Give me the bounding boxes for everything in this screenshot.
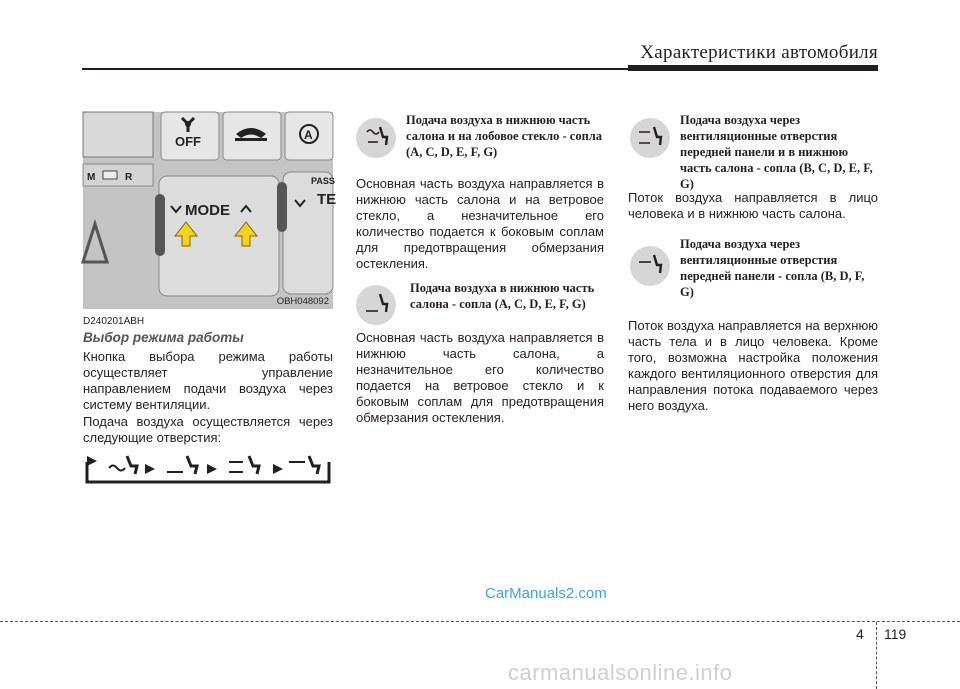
mode-1-text: Основная часть воздуха направляется в нижнюю часть салона и на ветровое стекло, а незначительное его количество подается к боковым соплам для предотвращения обмерзания остекления.: [356, 176, 604, 271]
defrost-floor-icon: [356, 118, 396, 158]
mode-2-title: Подача воздуха в нижнюю часть салона - сопла (A, C, D, E, F, G): [410, 281, 595, 311]
mode-4-text: Поток воздуха направляется на верхнюю часть тела и в лицо человека. Кроме того, возможна настройка положения каждого вентиляционного отверстия для направления потока подаваемого через него воздуха.: [628, 318, 878, 413]
mode-label: MODE: [185, 202, 230, 219]
watermark-bottom[interactable]: carmanualsonline.info: [508, 660, 733, 685]
mode-3-title: Подача воздуха через вентиляционные отверстия передней панели и в нижнюю часть салона - сопла (B, C, D, E, F, G): [680, 113, 873, 191]
bi-level-mode-icon: [229, 456, 259, 474]
page-number: 119: [884, 626, 907, 642]
face-mode-icon: [289, 456, 319, 474]
control-panel-photo: [83, 112, 337, 309]
footer-rule: [0, 621, 960, 622]
left-paragraph-1: Кнопка выбора режима работы осуществляет управление направлением подачи воздуха через систему вентиляции.: [83, 349, 333, 412]
control-panel-illustration: [83, 112, 337, 309]
section-subheading: Выбор режима работы: [83, 330, 244, 345]
footer-divider: [876, 622, 877, 689]
m-label: M: [87, 172, 96, 183]
defrost-floor-mode-icon: [109, 456, 137, 474]
floor-icon: [356, 285, 396, 325]
header-bar: [628, 65, 878, 71]
watermark-link[interactable]: CarManuals2.com: [485, 585, 607, 602]
mode-4-title: Подача воздуха через вентиляционные отверстия передней панели - сопла (B, D, F, G): [680, 237, 865, 299]
figure-caption: OBH048092: [276, 296, 329, 307]
bi-level-icon: [630, 118, 670, 158]
chapter-number: 4: [856, 626, 864, 642]
te-label: TE: [317, 191, 337, 208]
r-label: R: [125, 172, 133, 183]
svg-text:A: A: [304, 128, 313, 142]
page-header-title: Характеристики автомобиля: [640, 42, 878, 63]
pass-label: PASS: [311, 176, 335, 186]
mode-1-title: Подача воздуха в нижнюю часть салона и на лобовое стекло - сопла (A, C, D, E, F, G): [406, 113, 603, 159]
off-label: OFF: [175, 134, 201, 149]
mode-2-text: Основная часть воздуха направляется в нижнюю часть салона, а незначительное его количество подается на ветровое стекло и к боковым соплам для предотвращения обмерзания остекления.: [356, 330, 604, 425]
floor-mode-icon: [167, 456, 197, 474]
section-code: D240201ABH: [83, 316, 145, 327]
left-paragraph-2: Подача воздуха осуществляется через следующие отверстия:: [83, 414, 333, 445]
face-icon: [630, 246, 670, 286]
mode-cycle-diagram: [83, 452, 333, 486]
mode-3-text: Поток воздуха направляется в лицо человека и в нижнюю часть салона.: [628, 190, 878, 221]
